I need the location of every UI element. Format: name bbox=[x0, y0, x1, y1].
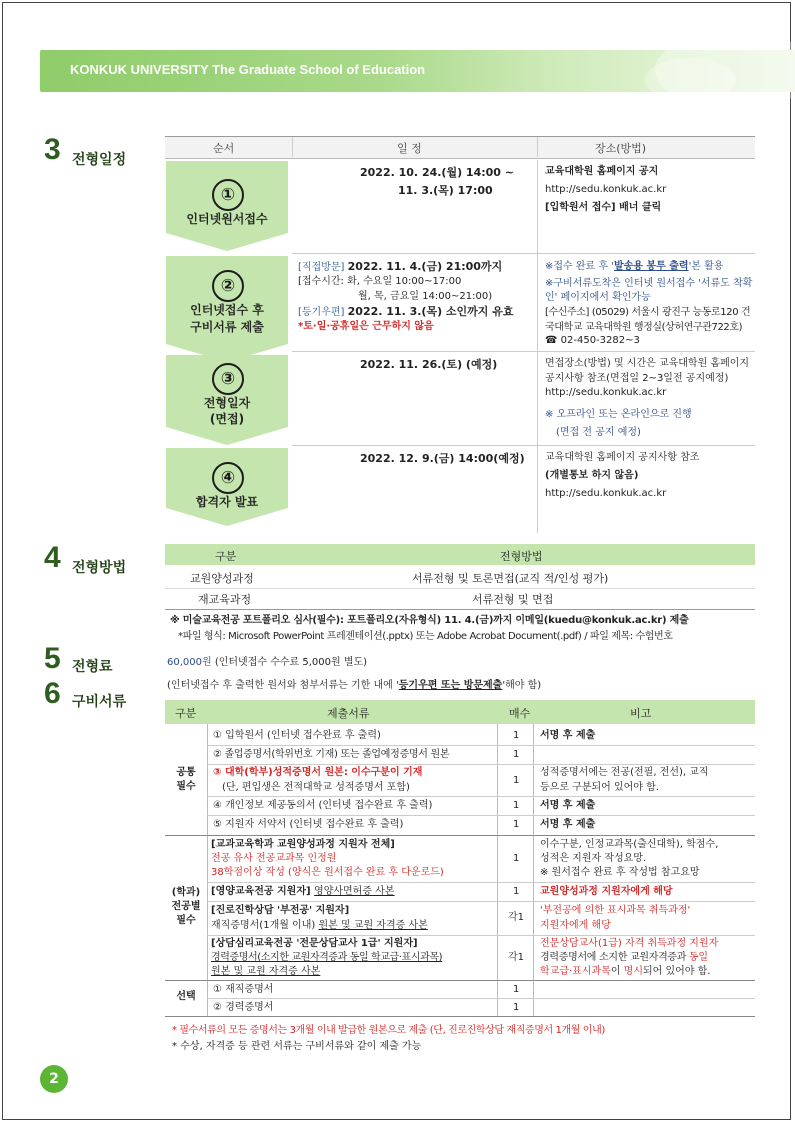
group-major: (학과) 전공별 필수 bbox=[171, 887, 201, 926]
intro-text: (인터넷접수 후 출력한 원서와 첨부서류는 기한 내에 ' bbox=[167, 680, 399, 691]
step-number: ② bbox=[212, 270, 244, 302]
divider bbox=[292, 445, 755, 446]
schedule-link: http://sedu.konkuk.ac.kr bbox=[545, 184, 667, 195]
doc-note: 서명 후 제출 bbox=[540, 819, 596, 830]
schedule-note: (면접 전 공지 예정) bbox=[556, 427, 641, 438]
col-header-date: 일 정 bbox=[397, 142, 422, 155]
tag-mail: [등기우편] bbox=[298, 307, 345, 318]
doc-item bbox=[211, 919, 428, 934]
step-4-box bbox=[166, 448, 288, 508]
method-value: 서류전형 및 토론면접(교직 적/인성 평가) bbox=[412, 572, 609, 585]
schedule-place: 면접장소(방법) 및 시간은 교육대학원 홈페이지 공지사항 참조(면접일 2~3일전 공지예정) http://sedu.konkuk.ac.kr bbox=[545, 358, 750, 398]
footnote: * 필수서류의 모든 증명서는 3개월 이내 발급한 원본으로 제출 (단, 진로진학상담 재직증명서 1개월 이내) bbox=[172, 1025, 605, 1036]
step-1-box bbox=[166, 161, 288, 233]
doc-note: 전문상담교사(1급) 자격 취득과정 지원자 bbox=[540, 938, 719, 949]
doc-item: ② 졸업증명서(학위번호 기재) 또는 졸업예정증명서 원본 bbox=[213, 749, 450, 760]
schedule-place: [입학원서 접수] 배너 클릭 bbox=[545, 202, 662, 213]
col-header-count: 매수 bbox=[509, 707, 531, 720]
holiday-note: *토·일·공휴일은 근무하지 않음 bbox=[298, 321, 434, 332]
doc-note: 서명 후 제출 bbox=[540, 730, 596, 741]
method-type: 재교육과정 bbox=[198, 593, 252, 606]
fee-amount: 60,000원 bbox=[167, 657, 212, 668]
note-text: ※구비서류도착은 인터넷 원서접수 '서류도 착확인' 페이지에서 확인가능 bbox=[545, 277, 753, 303]
doc-note: 교원양성과정 지원자에게 해당 bbox=[540, 886, 673, 897]
col-header-type: 구분 bbox=[175, 707, 197, 720]
doc-item: 38학점이상 작성 (양식은 원서접수 완료 후 다운로드) bbox=[211, 867, 444, 878]
col-header-type: 구분 bbox=[215, 550, 237, 563]
section-number: 6 bbox=[44, 677, 61, 710]
doc-item: ② 경력증명서 bbox=[213, 1002, 274, 1013]
step-label: 전형일자 bbox=[203, 396, 251, 410]
section-title: 구비서류 bbox=[72, 694, 127, 710]
schedule-table-header bbox=[165, 136, 755, 159]
tag-visit: [직접방문] bbox=[298, 262, 345, 273]
divider bbox=[165, 588, 755, 589]
hours-value: 월, 목, 금요일 14:00~21:00) bbox=[358, 291, 493, 302]
doc-item: ① 입학원서 (인터넷 접수완료 후 출력) bbox=[213, 730, 381, 741]
divider bbox=[207, 815, 755, 816]
note-text: 경력증명서에 소지한 교원자격증과 bbox=[540, 952, 690, 963]
step-number: ④ bbox=[212, 462, 244, 494]
step-label: (면접) bbox=[209, 412, 245, 426]
schedule-date: 2022. 10. 24.(월) 14:00 ~ bbox=[360, 166, 514, 179]
doc-item: [상담심리교육전공 '전문상담교사 1급' 지원자] bbox=[211, 938, 418, 949]
doc-item: [진로진학상담 '부전공' 지원자] bbox=[211, 905, 350, 916]
note-text: '본 활용 bbox=[688, 261, 724, 272]
note-highlight: 명시 bbox=[623, 966, 643, 977]
doc-count: 1 bbox=[513, 775, 520, 786]
schedule-place-block bbox=[545, 260, 755, 306]
doc-item-text: 재직증명서(1개월 이내) bbox=[211, 920, 319, 931]
doc-note: 성적증명서에는 전공(전필, 전선), 교직 bbox=[540, 767, 709, 778]
method-table-header bbox=[165, 544, 755, 565]
note-highlight: 동일 bbox=[689, 952, 708, 963]
note-text: ※접수 완료 후 ' bbox=[545, 261, 614, 272]
divider bbox=[292, 351, 755, 352]
divider bbox=[207, 901, 755, 902]
doc-item bbox=[211, 885, 395, 900]
doc-note: 지원자에게 해당 bbox=[540, 920, 611, 931]
doc-item: 전공 유사 전공교과목 인정원 bbox=[211, 853, 337, 864]
divider bbox=[165, 1016, 755, 1017]
divider bbox=[533, 724, 534, 1016]
group-select: 선택 bbox=[176, 991, 196, 1002]
note-highlight: 발송용 봉투 출력 bbox=[613, 261, 689, 272]
doc-item-sub: (단, 편입생은 전적대학교 성적증명서 포함) bbox=[222, 782, 410, 793]
mail-address: [수신주소] (05029) 서울시 광진구 능동로120 건국대학교 교육대학원 행정실(상허연구관722호) bbox=[545, 307, 751, 333]
doc-count: 1 bbox=[513, 730, 520, 741]
note-highlight: 학교급·표시과목 bbox=[540, 966, 611, 977]
group-common: 공통 필수 bbox=[176, 767, 196, 792]
doc-item: [교과교육학과 교원양성과정 지원자 전체] bbox=[211, 839, 395, 850]
section-number: 3 bbox=[44, 133, 61, 166]
schedule-place: (개별통보 하지 않음) bbox=[545, 470, 639, 481]
intro-text: '해야 함) bbox=[502, 680, 542, 691]
portfolio-note: ※ 미술교육전공 포트폴리오 심사(필수): 포트폴리오(자유형식) 11. 4.(금)까지 이메일(kuedu@konkuk.ac.kr) 제출 bbox=[170, 615, 689, 626]
fee-text bbox=[167, 656, 367, 671]
section-number: 5 bbox=[44, 642, 61, 675]
divider bbox=[537, 137, 538, 157]
divider bbox=[165, 835, 755, 836]
date-value: 2022. 11. 3.(목) 소인까지 유효 bbox=[347, 305, 514, 318]
doc-count: 1 bbox=[513, 853, 520, 864]
doc-note: 등으로 구분되어 있어야 함. bbox=[540, 782, 659, 793]
note-text: 이 bbox=[610, 966, 624, 977]
doc-item-text: 원본 및 교원 자격증 사본 bbox=[318, 920, 428, 931]
doc-item: 경력증명서(소지한 교원자격증과 동일 학교급·표시과목) bbox=[211, 952, 443, 963]
tag-hours: [접수시간: bbox=[298, 276, 344, 287]
col-header-method: 전형방법 bbox=[500, 550, 543, 563]
step-label: 구비서류 제출 bbox=[190, 320, 264, 334]
section-title: 전형료 bbox=[72, 659, 113, 675]
divider bbox=[207, 724, 208, 1016]
doc-count: 각1 bbox=[508, 912, 525, 923]
doc-item-name: 영양사면허증 사본 bbox=[314, 886, 395, 897]
doc-note: 서명 후 제출 bbox=[540, 800, 596, 811]
doc-item: ① 재직증명서 bbox=[213, 984, 274, 995]
section-number: 4 bbox=[44, 541, 61, 574]
doc-count: 1 bbox=[513, 749, 520, 760]
doc-count: 1 bbox=[513, 886, 520, 897]
step-number: ③ bbox=[212, 363, 244, 395]
method-type: 교원양성과정 bbox=[190, 572, 254, 585]
schedule-place: 교육대학원 홈페이지 공지사항 참조 bbox=[545, 452, 700, 463]
file-format-note: *파일 형식: Microsoft PowerPoint 프레젠테이션(.pptx) 또는 Adobe Acrobat Document(.pdf) / 파일 제목: 수험번호 bbox=[178, 631, 673, 642]
section-title: 전형방법 bbox=[72, 560, 127, 576]
banner-decoration bbox=[645, 58, 735, 102]
doc-item: ⑤ 지원자 서약서 (인터넷 접수완료 후 출력) bbox=[213, 819, 404, 830]
step-label: 합격자 발표 bbox=[195, 495, 259, 509]
hours-value: 화, 수요일 10:00~17:00 bbox=[347, 276, 462, 287]
intro-highlight: 등기우편 또는 방문제출 bbox=[398, 680, 503, 691]
doc-item-tag: [영양교육전공 지원자] bbox=[211, 886, 315, 897]
schedule-link: http://sedu.konkuk.ac.kr bbox=[545, 488, 667, 499]
step-label: 인터넷원서접수 bbox=[186, 212, 268, 226]
doc-item: 원본 및 교원 자격증 사본 bbox=[211, 966, 321, 977]
step-2-box bbox=[166, 256, 288, 344]
schedule-date-block bbox=[298, 260, 536, 335]
divider bbox=[207, 764, 755, 765]
docs-table-header bbox=[165, 700, 755, 724]
divider bbox=[207, 745, 755, 746]
banner-title: KONKUK UNIVERSITY The Graduate School of Education bbox=[70, 62, 426, 77]
doc-count: 1 bbox=[513, 800, 520, 811]
col-header-doc: 제출서류 bbox=[327, 707, 370, 720]
fee-note: (인터넷접수 수수료 5,000원 별도) bbox=[211, 657, 368, 668]
divider bbox=[292, 253, 755, 254]
phone-number: ☎ 02-450-3282~3 bbox=[545, 335, 640, 346]
step-label: 인터넷접수 후 bbox=[190, 303, 264, 317]
step-number: ① bbox=[212, 179, 244, 211]
divider bbox=[165, 609, 755, 610]
schedule-date: 2022. 12. 9.(금) 14:00(예정) bbox=[360, 452, 525, 465]
docs-intro bbox=[167, 679, 541, 694]
schedule-date: 2022. 11. 26.(토) (예정) bbox=[360, 358, 498, 371]
doc-count: 1 bbox=[513, 819, 520, 830]
doc-note: ※ 원서접수 완료 후 작성법 참고요망 bbox=[540, 867, 700, 878]
doc-item: ③ 대학(학부)성적증명서 원본: 이수구분이 기재 bbox=[213, 767, 423, 778]
divider bbox=[207, 998, 755, 999]
doc-count: 1 bbox=[513, 1002, 520, 1013]
divider bbox=[207, 935, 755, 936]
doc-count: 각1 bbox=[508, 952, 525, 963]
note-text: 되어 있어야 함. bbox=[642, 966, 711, 977]
footnote: * 수상, 자격증 등 관련 서류는 구비서류와 같이 제출 가능 bbox=[172, 1041, 422, 1052]
divider bbox=[292, 137, 293, 157]
page-number: 2 bbox=[40, 1065, 68, 1093]
schedule-note: ※ 오프라인 또는 온라인으로 진행 bbox=[545, 409, 692, 420]
col-header-note: 비고 bbox=[630, 707, 652, 720]
doc-note: 성적은 지원자 작성요망. bbox=[540, 853, 647, 864]
method-value: 서류전형 및 면접 bbox=[472, 593, 554, 606]
doc-note bbox=[540, 965, 710, 980]
divider bbox=[497, 724, 498, 1016]
divider bbox=[207, 882, 755, 883]
col-header-order: 순서 bbox=[213, 142, 235, 155]
doc-note: 이수구분, 인정교과목(출신대학), 학점수, bbox=[540, 839, 719, 850]
schedule-date: 11. 3.(목) 17:00 bbox=[398, 184, 493, 197]
step-3-box bbox=[166, 355, 288, 427]
header-banner bbox=[40, 50, 795, 92]
schedule-place: 교육대학원 홈페이지 공지 bbox=[545, 166, 659, 177]
col-header-place: 장소(방법) bbox=[595, 142, 647, 155]
doc-item: ④ 개인정보 제공동의서 (인터넷 접수완료 후 출력) bbox=[213, 800, 433, 811]
divider bbox=[207, 796, 755, 797]
doc-note bbox=[540, 951, 708, 966]
doc-count: 1 bbox=[513, 984, 520, 995]
date-value: 2022. 11. 4.(금) 21:00까지 bbox=[347, 260, 503, 273]
doc-note: '부전공에 의한 표시과목 취득과정' bbox=[540, 905, 691, 916]
divider bbox=[165, 980, 755, 981]
divider bbox=[537, 160, 538, 533]
section-title: 전형일정 bbox=[72, 152, 127, 168]
